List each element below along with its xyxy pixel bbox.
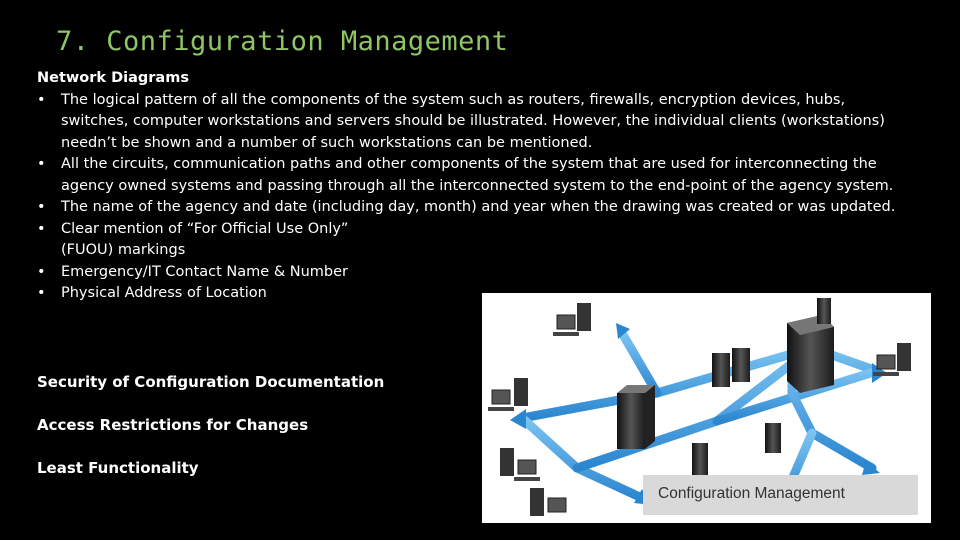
slide-title: 7. Configuration Management bbox=[56, 26, 509, 57]
figure-caption: Configuration Management bbox=[658, 485, 845, 502]
bullet-text: The name of the agency and date (including day, month) and year when the drawing was created or was updated. bbox=[61, 199, 896, 215]
bullet-item bbox=[37, 154, 917, 197]
bullet-icon: • bbox=[37, 263, 46, 280]
bullet-icon: • bbox=[37, 156, 46, 172]
bullet-item bbox=[37, 262, 391, 284]
bullet-item bbox=[37, 219, 391, 262]
bullet-list bbox=[37, 90, 917, 305]
slide-content bbox=[37, 68, 917, 305]
bullet-icon: • bbox=[37, 220, 46, 237]
workstation-icon bbox=[553, 303, 591, 336]
bullet-icon: • bbox=[37, 285, 46, 301]
network-diagram-image bbox=[482, 293, 931, 523]
bullet-text: The logical pattern of all the components of the system such as routers, firewalls, encryption devices, hubs, switches, computer workstations and servers should be illustrated. However, the individual clients (workstations) needn’t be shown and a number of such workstations can be mentioned. bbox=[61, 91, 885, 151]
bullet-text: Physical Address of Location bbox=[61, 285, 267, 301]
bullet-text: Clear mention of “For Official Use Only” (FUOU) markings bbox=[61, 220, 349, 258]
bullet-icon: • bbox=[37, 91, 46, 108]
bullet-item bbox=[37, 90, 917, 155]
bullet-text: Emergency/IT Contact Name & Number bbox=[61, 263, 348, 280]
bullet-text: All the circuits, communication paths and other components of the system that are used for interconnecting the agency owned systems and passing through all the interconnected system to the end-point of the agency system. bbox=[61, 156, 894, 194]
workstation-icon bbox=[500, 448, 540, 481]
bullet-item bbox=[37, 283, 391, 305]
section-heading-network-diagrams: Network Diagrams bbox=[37, 70, 189, 86]
workstation-icon bbox=[488, 378, 528, 411]
section-security-of-configuration-documentation: Security of Configuration Documentation bbox=[37, 373, 385, 391]
section-access-restrictions: Access Restrictions for Changes bbox=[37, 416, 309, 434]
server-icon bbox=[787, 315, 834, 393]
server-icon bbox=[617, 385, 655, 449]
section-least-functionality: Least Functionality bbox=[37, 459, 199, 477]
workstation-icon bbox=[530, 488, 566, 516]
bullet-item bbox=[37, 197, 917, 219]
bullet-icon: • bbox=[37, 199, 46, 215]
